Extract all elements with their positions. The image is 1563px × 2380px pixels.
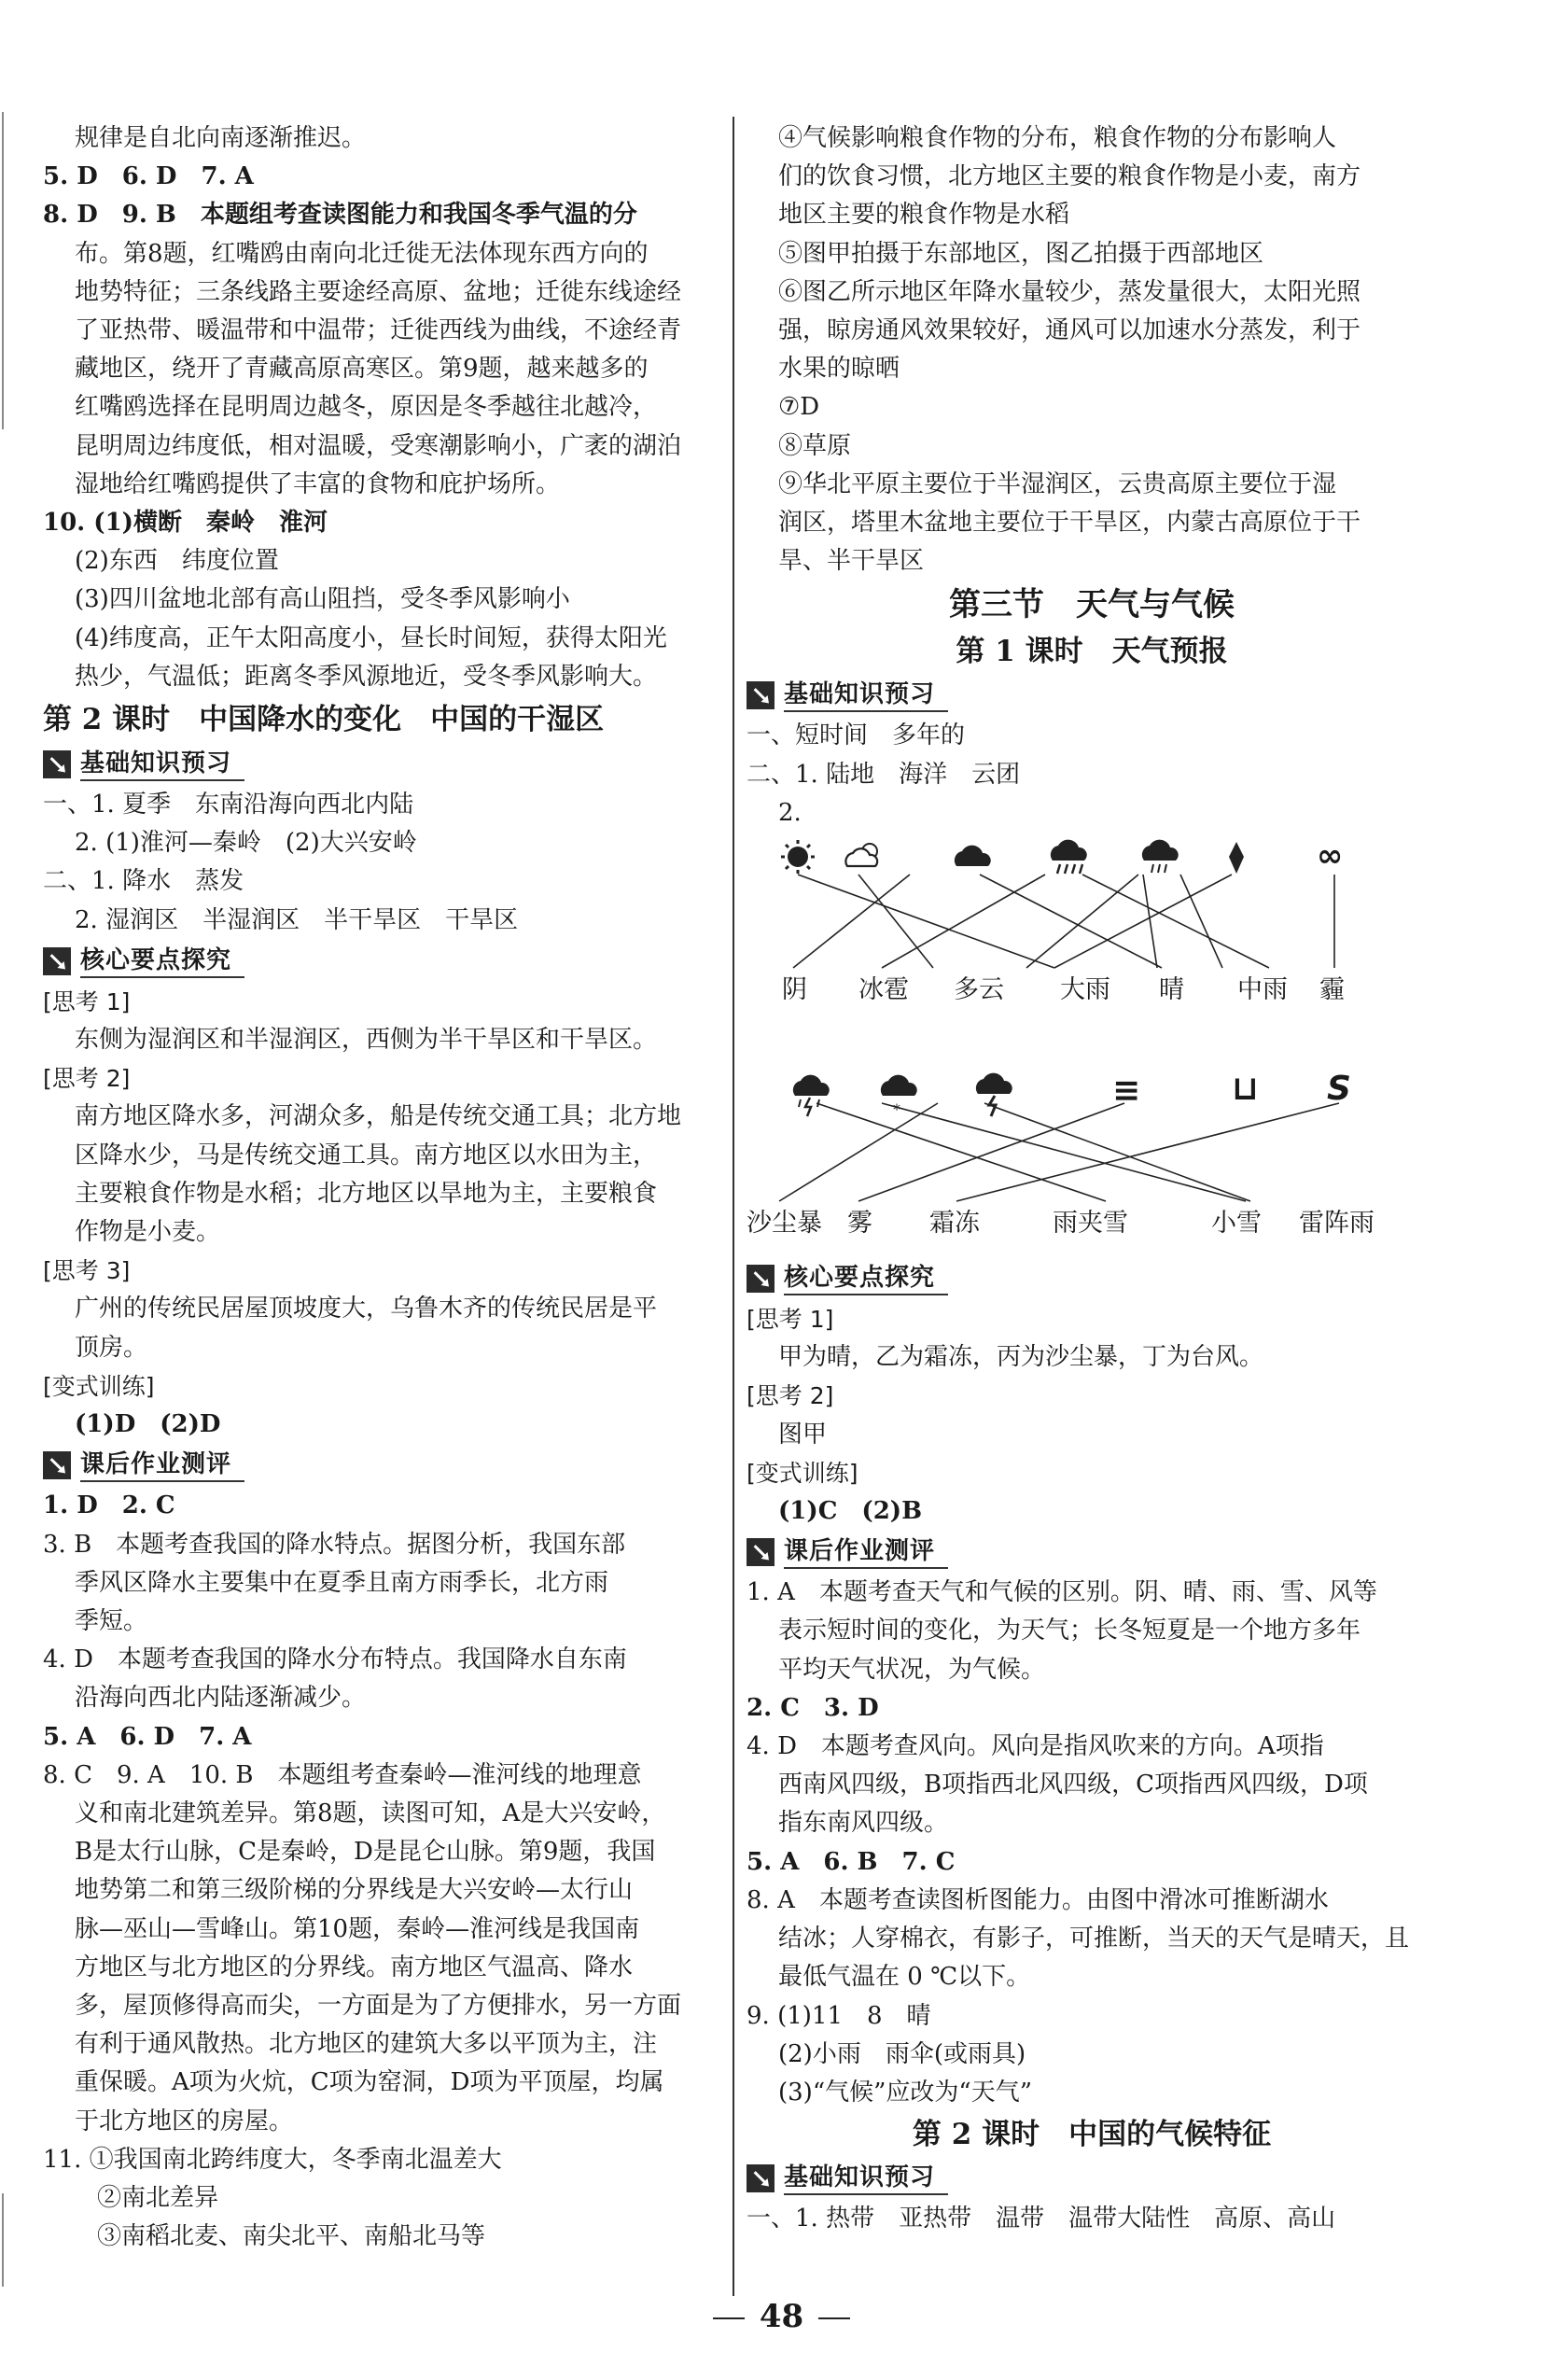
text-line: 藏地区，绕开了青藏高原高寒区。第9题，越来越多的 [75,355,649,384]
weather-label: 冰雹 [858,975,909,1005]
text-line: B是太行山脉，C是秦岭，D是昆仑山脉。第9题，我国 [75,1838,656,1867]
text-line: 湿地给红嘴鸥提供了丰富的食物和庇护场所。 [75,469,561,498]
text-line: ⑤图甲拍摄于东部地区，图乙拍摄于西部地区 [778,239,1264,268]
text-line: 于北方地区的房屋。 [75,2107,294,2135]
answer-line: 5. A 6. B 7. C [747,1847,956,1876]
heavy-rain-icon [1051,840,1087,874]
text-line: ⑥图乙所示地区年降水量较少，蒸发量很大，太阳光照 [778,277,1361,306]
answer-line: 8. C 9. A 10. B 本题组考查秦岭—淮河线的地理意 [43,1760,642,1789]
left-column [43,119,715,2256]
text-line: ⑧草原 [778,431,852,460]
section-header-label: 核心要点探究 [80,945,244,978]
section-header-label: 基础知识预习 [784,679,948,712]
section-header [747,676,1437,715]
dust-storm-symbol: S [1327,1070,1351,1109]
text-line: 强，晾房通风效果较好，通风可以加速水分蒸发，利于 [778,316,1361,345]
text-line: 二、1. 降水 蒸发 [43,867,244,896]
text-line: 规律是自北向南逐渐推迟。 [75,124,367,152]
text-line: 西南风四级，B项指西北风四级，C项指西风四级，D项 [778,1771,1368,1799]
text-line: 一、短时间 多年的 [747,721,966,750]
thunder-shower-icon [793,1075,830,1116]
text-line: 东侧为湿润区和半湿润区，西侧为半干旱区和干旱区。 [75,1026,658,1055]
answer-line: 11. ①我国南北跨纬度大，冬季南北温差大 [43,2145,502,2174]
text-line: 2. [778,798,802,827]
thunder-icon [976,1073,1012,1116]
weather-label: 小雪 [1211,1209,1262,1239]
fog-symbol: ≡ [1112,1071,1141,1111]
text-line: 一、1. 夏季 东南沿海向西北内陆 [43,791,414,819]
weather-label: 霾 [1319,975,1345,1005]
binding-edge-mark [2,112,4,429]
text-line: 水果的晾晒 [778,355,900,384]
section-header-label: 课后作业测评 [80,1449,244,1482]
answer-line: 5. D 6. D 7. A [43,162,254,191]
section-header-label: 课后作业测评 [784,1535,948,1569]
arrow-icon [43,947,71,975]
matching-lines [747,833,1437,1257]
arrow-icon [747,2164,775,2192]
text-line: 指东南风四级。 [778,1809,949,1838]
section-header [747,2159,1437,2198]
section-header [747,1259,1437,1298]
weather-label: 中雨 [1237,975,1288,1005]
text-line: ②南北差异 [97,2183,219,2212]
text-line: ⑨华北平原主要位于半湿润区，云贵高原主要位于湿 [778,469,1337,498]
partly-cloudy-icon [845,844,877,866]
text-line: 地势特征；三条线路主要途经高原、盆地；迁徙东线途经 [75,277,682,306]
text-line: 平均天气状况，为气候。 [778,1655,1046,1684]
text-line: (2)小雨 雨伞(或雨具) [778,2039,1026,2068]
text-line: (4)纬度高，正午太阳高度小，昼长时间短，获得太阳光 [75,623,667,652]
think-tag: [变式训练] [43,1372,155,1400]
svg-text:*: * [893,1100,900,1119]
weather-symbol-matching-diagram [747,833,1437,1257]
answer-line: 8. A 本题考查读图析图能力。由图中滑冰可推断湖水 [747,1885,1329,1914]
text-line: 2. 湿润区 半湿润区 半干旱区 干旱区 [75,905,519,934]
answer-line: (1)C (2)B [778,1497,923,1526]
section-header [43,1446,715,1485]
answer-line: 2. C 3. D [747,1693,879,1722]
text-line: 们的饮食习惯，北方地区主要的粮食作物是小麦，南方 [778,162,1361,191]
page-number [0,2298,1563,2335]
text-line: 脉—巫山—雪峰山。第10题，秦岭—淮河线是我国南 [75,1914,640,1943]
binding-edge-mark [2,2193,4,2287]
text-line: 主要粮食作物是水稻；北方地区以旱地为主，主要粮食 [75,1179,658,1208]
arrow-icon [747,1265,775,1293]
text-line: 顶房。 [75,1333,148,1362]
section-title: 第三节 天气与气候 [949,586,1235,624]
arrow-icon [43,750,71,778]
text-line: 重保暖。A项为火炕，C项为窑洞，D项为平顶屋，均属 [75,2068,664,2097]
think-tag: [思考 1] [747,1306,834,1334]
text-line: 季短。 [75,1606,148,1635]
right-column [747,119,1437,2238]
page-number-value: 48 [759,2298,804,2335]
weather-label: 霜冻 [929,1209,980,1239]
text-line: 表示短时间的变化，为天气；长冬短夏是一个地方多年 [778,1617,1361,1645]
text-line: ④气候影响粮食作物的分布，粮食作物的分布影响人 [778,124,1337,152]
weather-label: 雷阵雨 [1299,1209,1375,1239]
weather-label: 雾 [847,1209,872,1239]
text-line: 区降水少，马是传统交通工具。南方地区以水田为主， [75,1141,658,1169]
text-line: 南方地区降水多，河湖众多，船是传统交通工具；北方地 [75,1102,682,1131]
text-line: 红嘴鸥选择在昆明周边越冬，原因是冬季越往北越冷， [75,393,658,422]
section-header-label: 基础知识预习 [784,2162,948,2195]
text-line: 沿海向西北内陆逐渐减少。 [75,1684,367,1713]
text-line: 作物是小麦。 [75,1218,221,1247]
text-line: 图甲 [778,1420,828,1449]
text-line: 润区，塔里木盆地主要位于干旱区，内蒙古高原位于干 [778,509,1361,538]
weather-label: 沙尘暴 [747,1209,822,1239]
text-line: 旱、半干旱区 [778,547,925,576]
answer-line: 1. D 2. C [43,1491,175,1520]
think-tag: [思考 2] [43,1065,131,1093]
weather-label: 晴 [1159,975,1184,1005]
weather-label: 阴 [782,975,807,1005]
answer-line: 9. (1)11 8 晴 [747,2001,931,2030]
answer-line: (1)D (2)D [75,1410,221,1439]
think-tag: [思考 1] [43,987,131,1015]
text-line: 二、1. 陆地 海洋 云团 [747,760,1021,789]
section-header-label: 核心要点探究 [784,1262,948,1295]
text-line: (3)四川盆地北部有高山阻挡，受冬季风影响小 [75,585,570,614]
text-line: 布。第8题，红嘴鸥由南向北迁徙无法体现东西方向的 [75,239,649,268]
column-divider [733,117,734,2296]
sun-icon [781,840,815,874]
answer-line: 10. (1)横断 秦岭 淮河 [43,509,328,538]
text-line: (3)“气候”应改为“天气” [778,2078,1032,2107]
think-tag: [思考 3] [43,1257,131,1285]
text-line: 季风区降水主要集中在夏季且南方雨季长，北方雨 [75,1568,609,1597]
text-line: 了亚热带、暖温带和中温带；迁徙西线为曲线，不途经青 [75,316,682,345]
text-line: 方地区与北方地区的分界线。南方地区气温高、降水 [75,1953,634,1981]
text-line: (2)东西 纬度位置 [75,547,279,576]
text-line: 甲为晴，乙为霜冻，丙为沙尘暴，丁为台风。 [778,1343,1264,1372]
section-header [43,745,715,784]
text-line: 义和南北建筑差异。第8题，读图可知，A是大兴安岭， [75,1799,666,1827]
answer-line: 1. A 本题考查天气和气候的区别。阴、晴、雨、雪、风等 [747,1578,1377,1607]
text-line: ⑦D [778,393,820,422]
moderate-rain-icon [1142,840,1179,873]
answer-line: 3. B 本题考查我国的降水特点。据图分析，我国东部 [43,1530,626,1559]
weather-label: 多云 [954,975,1004,1005]
weather-label: 雨夹雪 [1053,1209,1128,1239]
lesson-title: 第 2 课时 中国降水的变化 中国的干湿区 [43,703,605,737]
think-tag: [变式训练] [747,1459,858,1487]
text-line: 地势第二和第三级阶梯的分界线是大兴安岭—太行山 [75,1876,634,1905]
arrow-icon [43,1451,71,1479]
lesson-title: 第 2 课时 中国的气候特征 [912,2118,1272,2152]
hail-icon [1229,842,1244,874]
text-line: 多，屋顶修得高而尖，一方面是为了方便排水，另一方面 [75,1991,682,2020]
think-tag: [思考 2] [747,1382,834,1410]
text-line: 有利于通风散热。北方地区的建筑大多以平顶为主，注 [75,2030,658,2059]
answer-line: 4. D 本题考查风向。风向是指风吹来的方向。A项指 [747,1732,1324,1761]
arrow-icon [747,681,775,709]
answer-line: 5. A 6. D 7. A [43,1722,252,1751]
text-line: ③南稻北麦、南尖北平、南船北马等 [97,2222,486,2251]
haze-symbol: ∞ [1317,837,1344,875]
overcast-icon [955,846,991,866]
lesson-title: 第 1 课时 天气预报 [956,635,1228,669]
weather-label: 大雨 [1060,975,1110,1005]
section-header [43,942,715,981]
text-line: 热少，气温低；距离冬季风源地近，受冬季风影响大。 [75,662,658,691]
text-line: 2. (1)淮河—秦岭 (2)大兴安岭 [75,829,417,858]
frost-symbol: ⊔ [1232,1070,1259,1109]
section-header [747,1533,1437,1572]
answer-line: 4. D 本题考查我国的降水分布特点。我国降水自东南 [43,1645,627,1674]
text-line: 一、1. 热带 亚热带 温带 温带大陆性 高原、高山 [747,2205,1336,2233]
text-line: 昆明周边纬度低，相对温暖，受寒潮影响小，广袤的湖泊 [75,431,682,460]
text-line: 最低气温在 0 ℃以下。 [778,1963,1031,1992]
answer-line: 8. D 9. B 本题组考查读图能力和我国冬季气温的分 [43,201,637,230]
text-line: 广州的传统民居屋顶坡度大，乌鲁木齐的传统民居是平 [75,1295,658,1323]
section-header-label: 基础知识预习 [80,748,244,781]
text-line: 结冰；人穿棉衣，有影子，可推断，当天的天气是晴天，且 [778,1925,1410,1953]
text-line: 地区主要的粮食作物是水稻 [778,201,1070,230]
arrow-icon [747,1538,775,1566]
